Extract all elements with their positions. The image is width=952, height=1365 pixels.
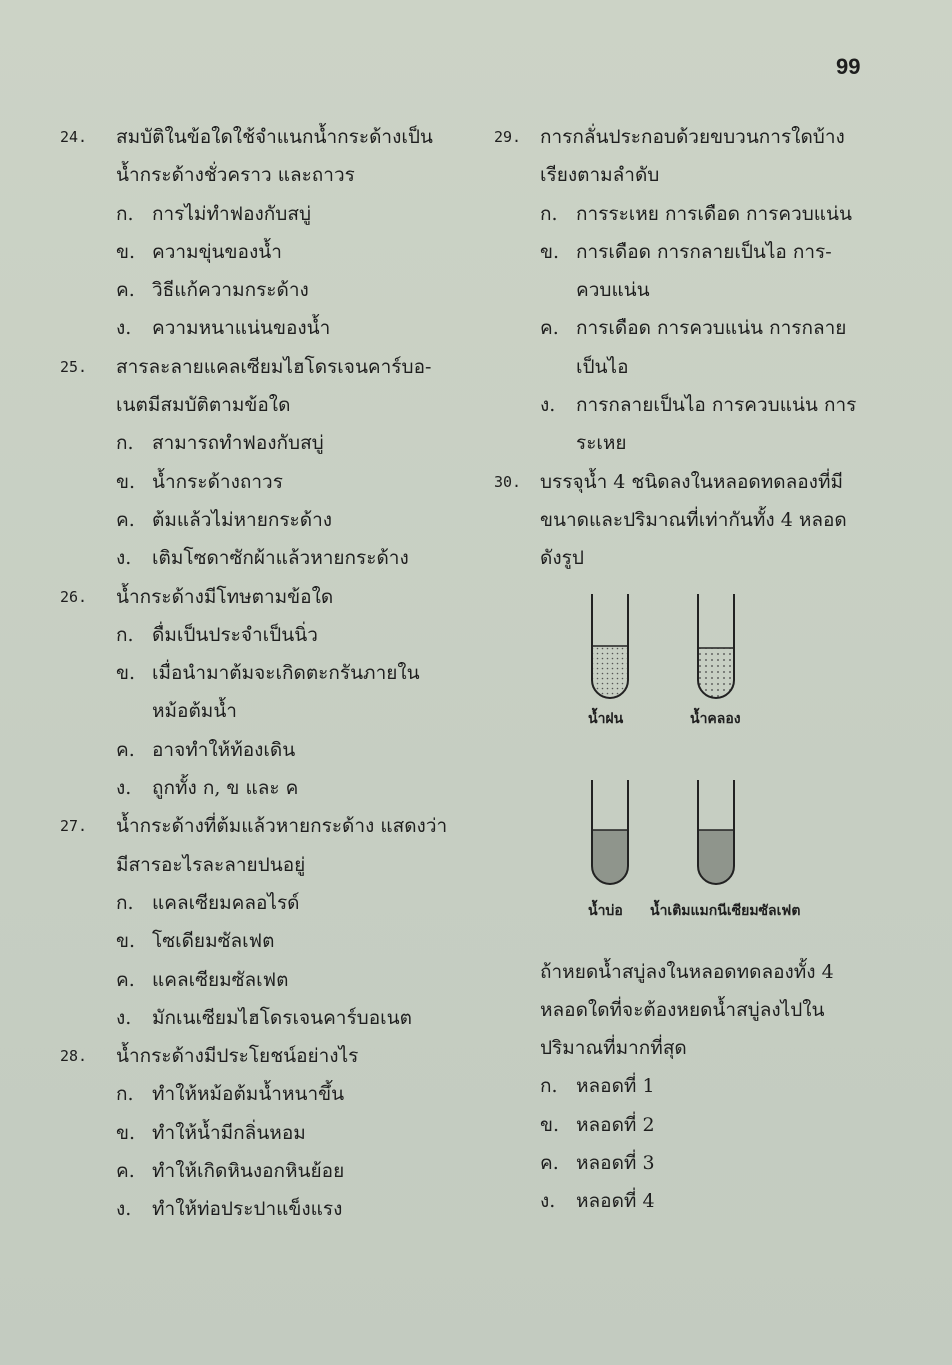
option-text: ทำให้น้ำมีกลิ่นหอม (152, 1121, 306, 1144)
option-text: หลอดที่ 3 (576, 1152, 655, 1175)
option-text: การไม่ทำฟองกับสบู่ (152, 202, 312, 225)
option-text: การเดือด การกลายเป็นไอ การ- ควบแน่น (576, 240, 832, 302)
option-label: ค. (116, 279, 135, 302)
option-label: ง. (116, 547, 132, 570)
option-label: ข. (116, 1121, 136, 1144)
option (60, 1152, 460, 1190)
option-text: สามารถทำฟองกับสบู่ (152, 432, 324, 455)
option-label: ก. (116, 1083, 134, 1106)
question-30-followup: ถ้าหยดน้ำสบู่ลงในหลอดทดลองทั้ง 4 หลอดใดที่จะต้องหยดน้ำสบู่ลงไปใน ปริมาณที่มากที่สุด (540, 960, 834, 1060)
option-label: ค. (116, 738, 135, 761)
option (494, 195, 874, 233)
question-number: 29. (494, 128, 522, 146)
question-number: 27. (60, 817, 88, 836)
option-text: ความหนาแน่นของน้ำ (152, 317, 331, 340)
test-tube-icon (692, 778, 740, 890)
question-26 (60, 578, 460, 616)
option (60, 1190, 460, 1228)
option-label: ง. (540, 394, 556, 417)
option-text: ความขุ่นของน้ำ (152, 240, 282, 263)
question-25 (60, 348, 460, 425)
option (60, 271, 460, 309)
option-text: มักเนเซียมไฮโดรเจนคาร์บอเนต (152, 1006, 412, 1029)
option-label: ข. (116, 662, 136, 685)
option (494, 233, 874, 310)
option (60, 309, 460, 347)
option-label: ง. (116, 777, 132, 800)
option-text: แคลเซียมซัลเฟต (152, 968, 289, 991)
option-text: ต้มแล้วไม่หายกระด้าง (152, 508, 333, 531)
option-label: ค. (116, 968, 135, 991)
test-tubes-figure (494, 578, 874, 953)
option-label: ค. (540, 317, 559, 340)
option (60, 961, 460, 999)
option (60, 424, 460, 462)
option-text: น้ำกระด้างถาวร (152, 470, 283, 493)
option (60, 463, 460, 501)
option-text: หลอดที่ 1 (576, 1075, 655, 1098)
question-number: 25. (60, 357, 88, 376)
question-28 (60, 1037, 460, 1075)
tube-label: น้ำคลอง (690, 710, 741, 727)
option (60, 233, 460, 271)
option-text: แคลเซียมคลอไรด์ (152, 891, 300, 914)
option (60, 1114, 460, 1152)
option-label: ค. (540, 1152, 559, 1175)
option-label: ค. (116, 508, 135, 531)
tube-label: น้ำเติมแมกนีเซียมซัลเฟต (650, 902, 801, 919)
question-29 (494, 118, 874, 195)
option (494, 1144, 874, 1182)
option-label: ข. (116, 470, 136, 493)
option (494, 1106, 874, 1144)
option-text: ทำให้ท่อประปาแข็งแรง (152, 1198, 343, 1221)
option (60, 195, 460, 233)
tube-label: น้ำฝน (588, 710, 624, 727)
option-label: ข. (540, 1113, 560, 1136)
tube-label: น้ำบ่อ (588, 902, 623, 919)
option-text: ถูกทั้ง ก, ข และ ค (152, 777, 299, 800)
option-label: ง. (116, 1006, 132, 1029)
left-column (60, 118, 460, 1229)
option-label: ข. (116, 240, 136, 263)
question-30 (494, 463, 874, 578)
option (60, 884, 460, 922)
option-text: การระเหย การเดือด การควบแน่น (576, 202, 853, 225)
option-label: ก. (540, 202, 558, 225)
option-text: วิธีแก้ความกระด้าง (152, 279, 309, 302)
option-label: ก. (540, 1075, 558, 1098)
question-number: 24. (60, 128, 88, 146)
option (60, 731, 460, 769)
option-text: ทำให้หม้อต้มน้ำหนาขึ้น (152, 1083, 345, 1106)
right-column (494, 118, 874, 1221)
option-text: หลอดที่ 4 (576, 1190, 655, 1213)
option (60, 654, 460, 731)
option (60, 501, 460, 539)
option-text: หลอดที่ 2 (576, 1113, 655, 1136)
option-label: ก. (116, 891, 134, 914)
test-tube-icon (586, 592, 634, 704)
option-label: ค. (116, 1160, 135, 1183)
option-label: ง. (540, 1190, 556, 1213)
question-text: สมบัติในข้อใดใช้จำแนกน้ำกระด้างเป็น น้ำกระด้างชั่วคราว และถาวร (116, 126, 433, 187)
option (60, 616, 460, 654)
option-label: ก. (116, 432, 134, 455)
option-text: การกลายเป็นไอ การควบแน่น การ ระเหย (576, 394, 857, 455)
option (60, 539, 460, 577)
question-text: น้ำกระด้างที่ต้มแล้วหายกระด้าง แสดงว่า มีสารอะไรละลายปนอยู่ (116, 815, 448, 876)
option-label: ข. (540, 240, 560, 263)
question-text: การกลั่นประกอบด้วยขบวนการใดบ้าง เรียงตามลำดับ (540, 126, 845, 187)
option (60, 769, 460, 807)
option (60, 922, 460, 960)
test-tube-icon (692, 592, 740, 704)
option (494, 309, 874, 386)
question-27 (60, 807, 460, 884)
question-number: 30. (494, 472, 522, 491)
option-label: ก. (116, 202, 134, 225)
question-number: 28. (60, 1047, 88, 1066)
option-text: เมื่อนำมาต้มจะเกิดตะกรันภายใน หม้อต้มน้ำ (152, 662, 420, 723)
option-label: ก. (116, 623, 134, 646)
question-text: น้ำกระด้างมีประโยชน์อย่างไร (116, 1045, 359, 1068)
option-label: ง. (116, 317, 132, 340)
option-text: การเดือด การควบแน่น การกลาย เป็นไอ (576, 317, 847, 378)
option-text: เติมโซดาซักผ้าแล้วหายกระด้าง (152, 547, 409, 570)
question-text: น้ำกระด้างมีโทษตามข้อใด (116, 585, 334, 608)
question-24 (60, 118, 460, 195)
option (494, 1182, 874, 1220)
option (60, 999, 460, 1037)
question-number: 26. (60, 587, 88, 606)
option-text: ทำให้เกิดหินงอกหินย้อย (152, 1160, 345, 1183)
option (60, 1075, 460, 1113)
option (494, 1067, 874, 1105)
test-tube-icon (586, 778, 634, 890)
option (494, 386, 874, 463)
option-text: ดื่มเป็นประจำเป็นนิ่ว (152, 623, 318, 646)
question-text: สารละลายแคลเซียมไฮโดรเจนคาร์บอ- เนตมีสมบัติตามข้อใด (116, 355, 432, 417)
option-label: ง. (116, 1198, 132, 1221)
option-label: ข. (116, 930, 136, 953)
question-text: บรรจุน้ำ 4 ชนิดลงในหลอดทดลองที่มี ขนาดและปริมาณที่เท่ากันทั้ง 4 หลอด ดังรูป (540, 470, 847, 570)
option-text: อาจทำให้ท้องเดิน (152, 738, 296, 761)
option-text: โซเดียมซัลเฟต (152, 930, 275, 953)
page-number: 99 (836, 54, 861, 79)
